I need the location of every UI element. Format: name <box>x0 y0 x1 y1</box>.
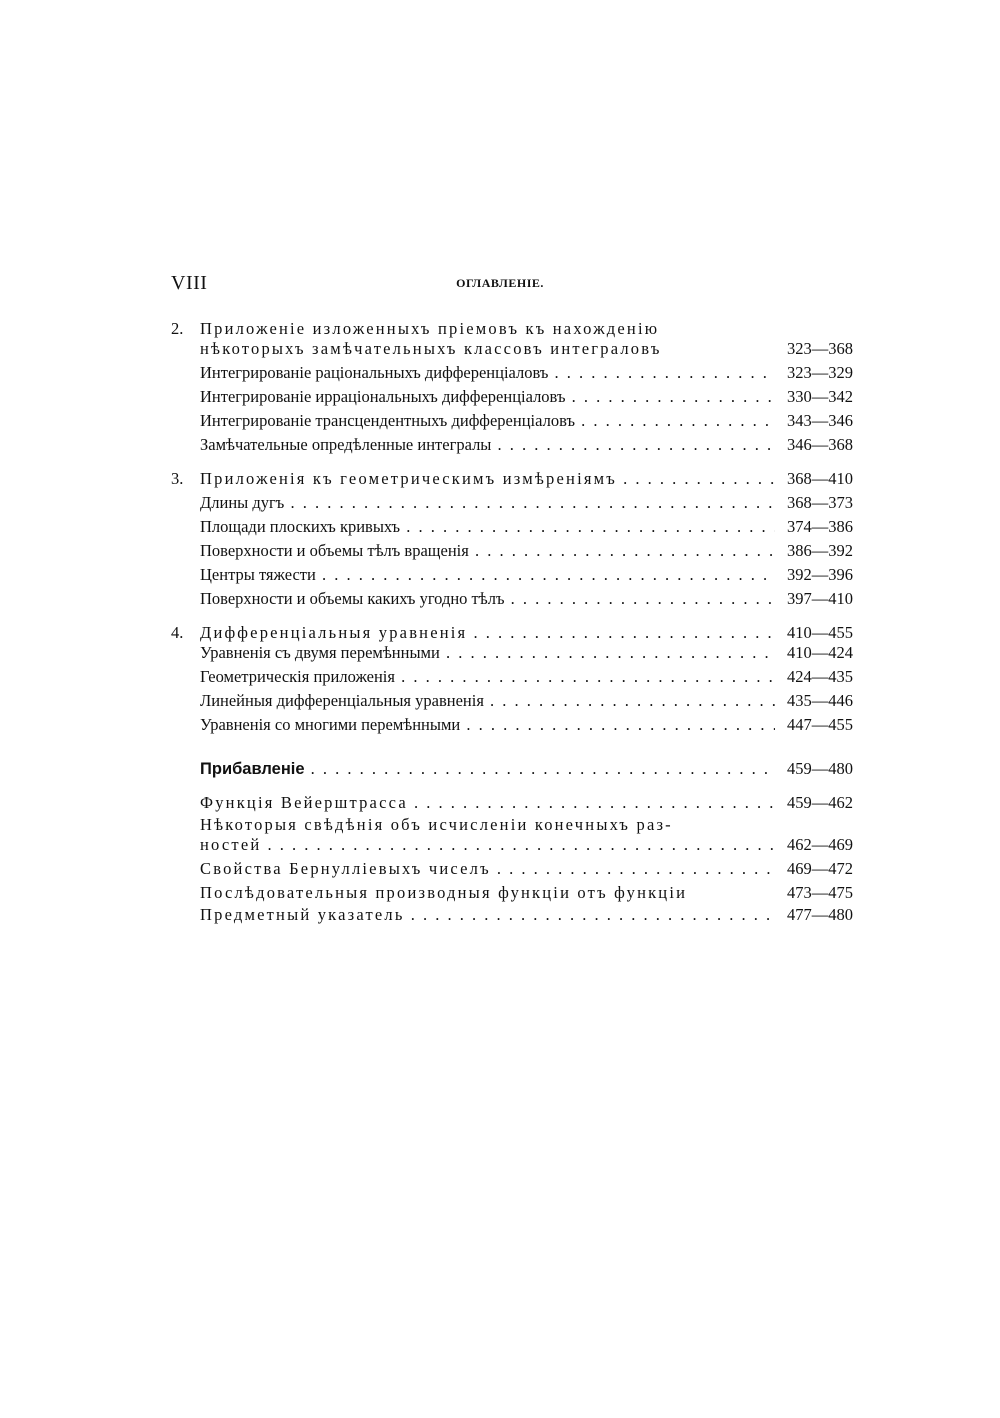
page-range: 397—410 <box>787 589 853 608</box>
page-title: ОГЛАВЛЕНIЕ. <box>456 276 544 290</box>
section-title: нѣкоторыхъ замѣчательныхъ классовъ интеграловъ <box>200 339 662 358</box>
toc-entry <box>0 386 1000 408</box>
toc-entry <box>0 588 1000 610</box>
toc-entry <box>0 904 1000 926</box>
entry-title: Длины дугъ . . . <box>200 492 775 514</box>
page-range: 368—373 <box>787 493 853 512</box>
entry-title: Интегрированiе трансцендентныхъ дифференцiаловъ . . . <box>200 410 775 432</box>
page-range: 447—455 <box>787 715 853 734</box>
page-range: 323—368 <box>787 339 853 358</box>
section-number: 3. <box>171 469 184 488</box>
toc-entry <box>0 814 1000 836</box>
entry-title: Нѣкоторыя свѣдѣнiя объ исчисленiи конечныхъ раз- <box>200 815 673 834</box>
appendix-heading <box>0 758 1000 780</box>
entry-title: Интегрированiе иррацiональныхъ дифференцiаловъ . . . <box>200 386 775 408</box>
toc-entry <box>0 516 1000 538</box>
toc-entry <box>0 434 1000 456</box>
entry-title: Предметный указатель . . . <box>200 904 775 926</box>
section-title: Дифференцiальныя уравненiя . . . <box>200 622 775 644</box>
section-number: 2. <box>171 319 184 338</box>
page-range: 368—410 <box>787 469 853 488</box>
toc-entry <box>0 792 1000 814</box>
page-range: 392—396 <box>787 565 853 584</box>
toc-entry <box>0 714 1000 736</box>
page-range: 343—346 <box>787 411 853 430</box>
entry-title: ностей . . . <box>200 834 775 856</box>
page-range: 410—424 <box>787 643 853 662</box>
page-range: 386—392 <box>787 541 853 560</box>
section-title: Приложенiя къ геометрическимъ измѣренiямъ . . . <box>200 468 775 490</box>
entry-title: Поверхности и объемы тѣлъ вращенiя . . . <box>200 540 775 562</box>
toc-entry <box>0 666 1000 688</box>
entry-title: Уравненiя съ двумя перемѣнными . . . <box>200 642 775 664</box>
page-range: 477—480 <box>787 905 853 924</box>
toc-entry <box>0 858 1000 880</box>
toc-entry <box>0 882 1000 904</box>
page-range: 459—480 <box>787 759 853 778</box>
entry-title: Площади плоскихъ кривыхъ . . . <box>200 516 775 538</box>
toc-entry <box>0 540 1000 562</box>
toc-entry <box>0 834 1000 856</box>
toc-entry <box>0 564 1000 586</box>
entry-title: Послѣдовательныя производныя функцiи отъ функцiи <box>200 883 688 902</box>
section-number: 4. <box>171 623 184 642</box>
section-heading-line <box>0 338 1000 360</box>
toc-entry <box>0 410 1000 432</box>
section-heading-line <box>0 318 1000 340</box>
page-range: 473—475 <box>787 883 853 902</box>
entry-title: Поверхности и объемы какихъ угодно тѣлъ . . . <box>200 588 775 610</box>
page-range: 330—342 <box>787 387 853 406</box>
page-range: 374—386 <box>787 517 853 536</box>
entry-title: Замѣчательные опредѣленные интегралы . . . <box>200 434 775 456</box>
entry-title: Свойства Бернуллiевыхъ чиселъ . . . <box>200 858 775 880</box>
toc-entry <box>0 492 1000 514</box>
section-title: Приложенiе изложенныхъ прiемовъ къ нахожденiю <box>200 319 660 338</box>
toc-entry <box>0 362 1000 384</box>
appendix-title-text: Прибавленiе <box>200 760 305 778</box>
entry-title: Функцiя Вейерштрасса . . . <box>200 792 775 814</box>
page-range: 459—462 <box>787 793 853 812</box>
toc-entry <box>0 690 1000 712</box>
page-range: 323—329 <box>787 363 853 382</box>
page-range: 462—469 <box>787 835 853 854</box>
page-number: VIII <box>171 272 208 294</box>
appendix-title <box>200 758 775 780</box>
entry-title: Центры тяжести . . . <box>200 564 775 586</box>
section-heading-line <box>0 468 1000 490</box>
page-range: 469—472 <box>787 859 853 878</box>
page-range: 435—446 <box>787 691 853 710</box>
page-range: 410—455 <box>787 623 853 642</box>
entry-title: Уравненiя со многими перемѣнными . . . <box>200 714 775 736</box>
page-range: 424—435 <box>787 667 853 686</box>
page-range: 346—368 <box>787 435 853 454</box>
section-heading-line <box>0 622 1000 644</box>
entry-title: Интегрированiе рацiональныхъ дифференцiаловъ . . . <box>200 362 775 384</box>
entry-title: Линейныя дифференцiальныя уравненiя . . . <box>200 690 775 712</box>
toc-entry <box>0 642 1000 664</box>
entry-title: Геометрическiя приложенiя . . . <box>200 666 775 688</box>
